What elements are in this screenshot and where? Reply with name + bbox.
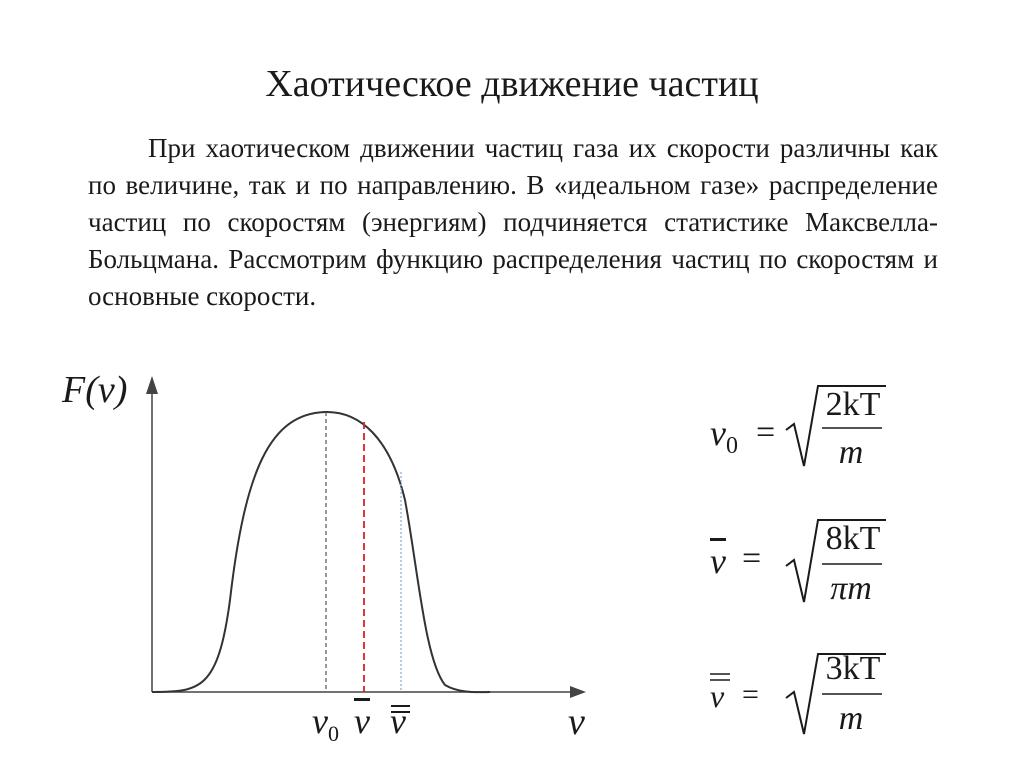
distribution-curve [152, 412, 490, 692]
formula-rms [700, 646, 1000, 766]
tick-v0: $v_0$ [312, 701, 339, 747]
formula-most-probable [700, 378, 1000, 498]
formula-2-denominator: πm [830, 570, 872, 607]
formula-1-eq: = [756, 414, 776, 451]
intro-paragraph: При хаотическом движении частиц газа их скорости различны как по величине, так и по направлению. В «идеальном газе» распределение частиц по скоростям (энергиям) подчиняется статистике Максвелла-Больцмана. Рассмотрим функцию распределения частиц по скоростям и основные скорости. [88, 133, 938, 311]
tick-vbar: $\overline{v}$ [354, 701, 370, 741]
distribution-plot [0, 360, 600, 767]
formula-2-eq: = [742, 540, 762, 577]
formula-1-numerator: 2kT [825, 386, 881, 423]
formula-2-numerator: 8kT [825, 520, 881, 557]
formula-1-denominator: m [838, 434, 864, 471]
tick-vdbar: v [390, 701, 406, 741]
distribution-graph [0, 360, 600, 767]
formula-3-denominator: m [838, 700, 864, 737]
y-axis-arrow [146, 376, 158, 394]
y-axis-label: F(v) [62, 369, 128, 411]
formula-3-numerator: 3kT [825, 650, 881, 687]
formula-1-lhs: $v_0$ [710, 413, 738, 460]
x-axis-label: v [568, 701, 585, 743]
formula-3-eq: = [742, 678, 759, 711]
formula-mean [700, 512, 1000, 632]
x-axis-arrow [570, 686, 586, 698]
formula-3-lhs: v [710, 678, 725, 714]
slide-title: Хаотическое движение частиц [265, 63, 759, 105]
formula-2-lhs: $\overline{v}$ [710, 541, 726, 581]
